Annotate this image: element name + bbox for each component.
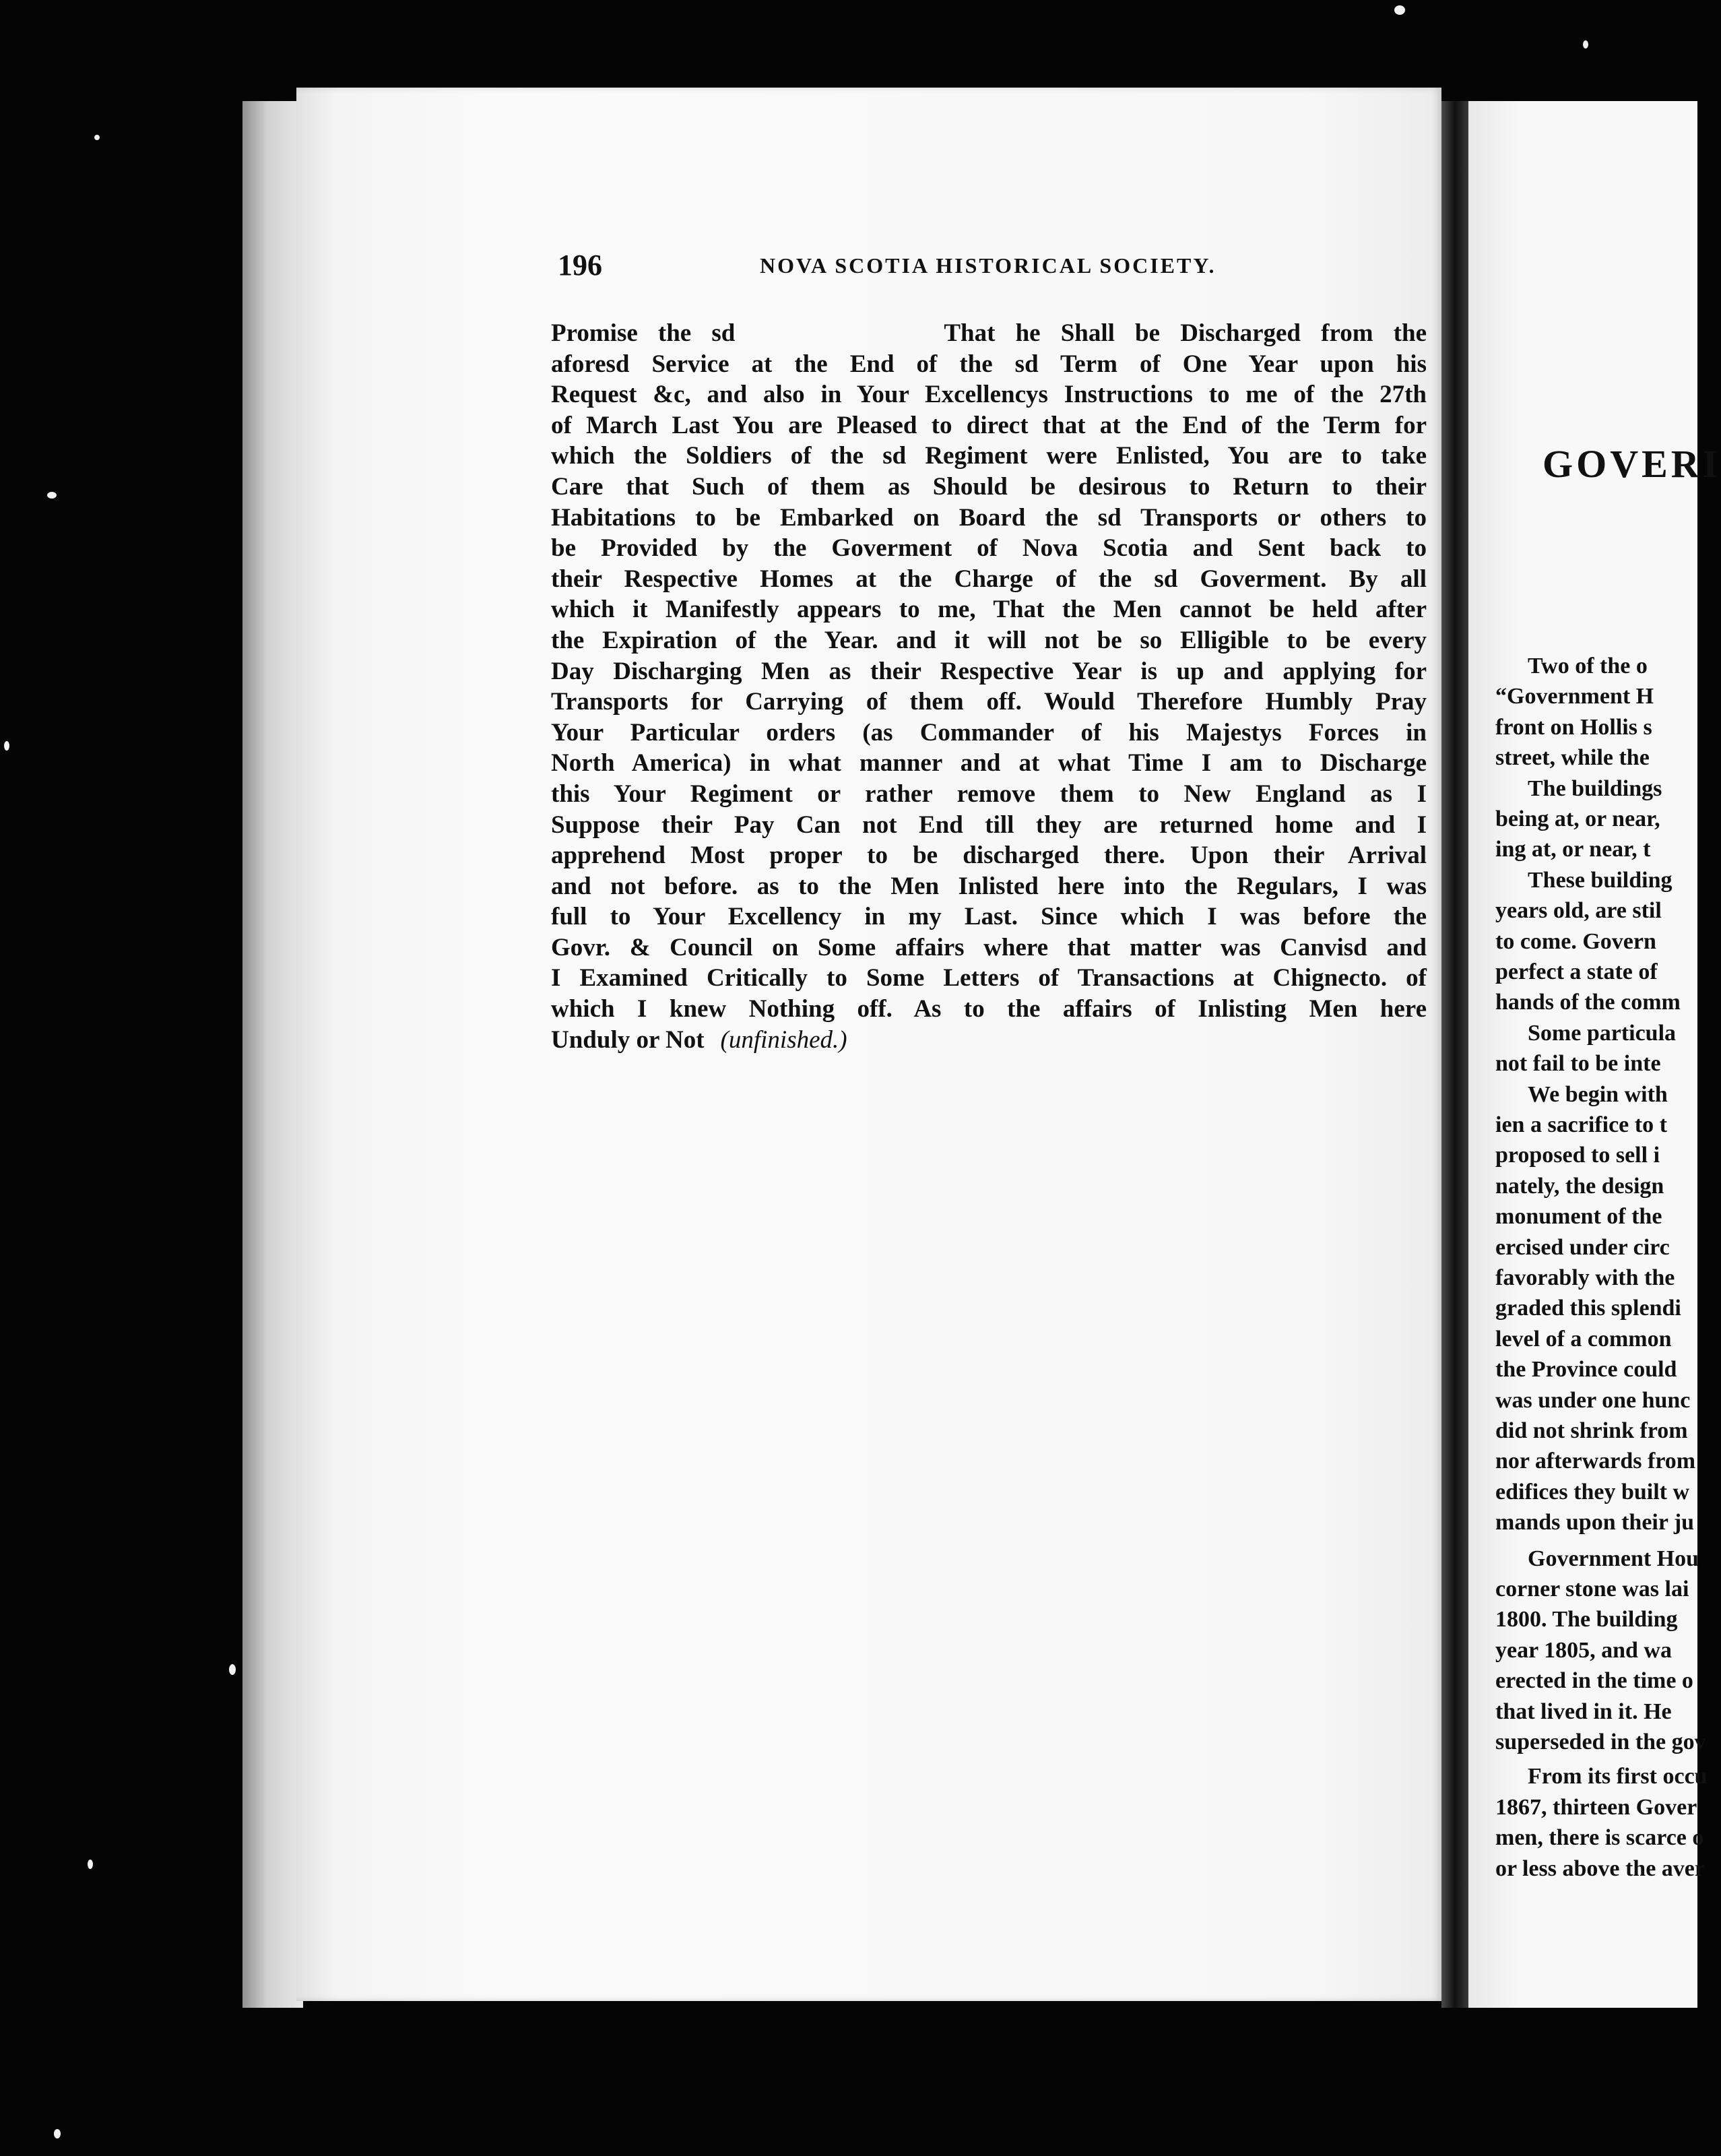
body-line: aforesd Service at the End of the sd Term of One Year upon his: [551, 350, 1427, 378]
right-page-line: From its first occu: [1528, 1764, 1708, 1789]
body-line: Request &c, and also in Your Excellencys Instructions to me of the 27th: [551, 381, 1427, 409]
body-line: their Respective Homes at the Charge of the sd Goverment. By all: [551, 565, 1427, 593]
right-page-line: being at, or near,: [1495, 806, 1660, 831]
right-page-line: year 1805, and wa: [1495, 1637, 1672, 1663]
body-line: I Examined Critically to Some Letters of Transactions at Chignecto. of: [551, 964, 1427, 992]
right-page-line: ing at, or near, t: [1495, 837, 1651, 862]
right-page-line: that lived in it. He: [1495, 1699, 1672, 1724]
body-line: which I knew Nothing off. As to the affairs of Inlisting Men here: [551, 995, 1427, 1023]
body-line: and not before. as to the Men Inlisted here into the Regulars, I was: [551, 872, 1427, 900]
body-line: of March Last You are Pleased to direct that at the End of the Term for: [551, 411, 1427, 439]
right-page-line: was under one hunc: [1495, 1387, 1691, 1413]
right-page-line: nor afterwards from: [1495, 1449, 1696, 1474]
right-page-line: years old, are stil: [1495, 898, 1662, 924]
body-line: Day Discharging Men as their Respective Year is up and applying for: [551, 657, 1427, 685]
right-page-line: Two of the o: [1528, 654, 1648, 678]
right-page-line: proposed to sell i: [1495, 1143, 1660, 1168]
right-page-line: These building: [1528, 867, 1673, 893]
body-line: Transports for Carrying of them off. Would Therefore Humbly Pray: [551, 688, 1427, 716]
right-page-line: hands of the comm: [1495, 990, 1681, 1015]
body-line: Care that Such of them as Should be desirous to Return to their: [551, 472, 1427, 501]
body-line: Suppose their Pay Can not End till they are returned home and I: [551, 811, 1427, 839]
right-page-line: front on Hollis s: [1495, 714, 1652, 740]
right-page-line: “Government H: [1495, 684, 1654, 709]
body-line: Promise the sd That he Shall be Discharged from the: [551, 319, 1427, 347]
right-page-line: erected in the time o: [1495, 1668, 1693, 1694]
right-page-line: not fail to be inte: [1495, 1051, 1661, 1077]
unfinished-note: (unfinished.): [720, 1025, 847, 1054]
body-line: Govr. & Council on Some affairs where that matter was Canvisd and: [551, 933, 1427, 961]
right-page-line: did not shrink from: [1495, 1418, 1688, 1443]
right-page-line: ien a sacrifice to t: [1495, 1112, 1667, 1137]
body-line: Unduly or Not (unfinished.): [551, 1025, 847, 1054]
right-page-line: to come. Govern: [1495, 928, 1656, 954]
body-line: Habitations to be Embarked on Board the sd Transports or others to: [551, 503, 1427, 532]
right-page-line: or less above the aver: [1495, 1856, 1705, 1881]
right-page-line: mands upon their ju: [1495, 1510, 1695, 1535]
body-line: Your Particular orders (as Commander of his Majestys Forces in: [551, 718, 1427, 747]
page-number: 196: [558, 249, 602, 282]
right-page-line: 1800. The building: [1495, 1607, 1678, 1632]
body-line: which the Soldiers of the sd Regiment were Enlisted, You are to take: [551, 442, 1427, 470]
right-page-line: favorably with the: [1495, 1265, 1675, 1290]
right-page-line: the Province could: [1495, 1357, 1677, 1383]
right-page-title: GOVERI: [1543, 442, 1721, 486]
body-line: full to Your Excellency in my Last. Since which I was before the: [551, 903, 1427, 931]
right-page-line: The buildings: [1528, 775, 1662, 801]
book-gutter: [1441, 101, 1468, 2008]
right-page-line: edifices they built w: [1495, 1479, 1690, 1504]
right-page-line: monument of the: [1495, 1204, 1662, 1230]
body-line: this Your Regiment or rather remove them to New England as I: [551, 780, 1427, 808]
body-line: apprehend Most proper to be discharged there. Upon their Arrival: [551, 842, 1427, 870]
right-page-line: graded this splendi: [1495, 1296, 1681, 1321]
page-header: [558, 248, 1427, 286]
right-page-line: Some particula: [1528, 1020, 1677, 1046]
body-line: the Expiration of the Year. and it will not be so Elligible to be every: [551, 626, 1427, 654]
book-page-edges: [242, 101, 303, 2008]
right-page-line: street, while the: [1495, 745, 1650, 771]
right-page-line: level of a common: [1495, 1326, 1672, 1352]
body-line: be Provided by the Goverment of Nova Scotia and Sent back to: [551, 534, 1427, 563]
right-page-line: We begin with: [1528, 1081, 1668, 1107]
right-page: [1468, 101, 1721, 2008]
right-page-line: 1867, thirteen Gover: [1495, 1794, 1697, 1820]
right-page-line: ercised under circ: [1495, 1234, 1670, 1260]
letter-body: [551, 318, 1427, 1055]
right-page-line: corner stone was lai: [1495, 1577, 1689, 1602]
right-page-line: nately, the design: [1495, 1173, 1664, 1199]
right-page-line: perfect a state of: [1495, 959, 1658, 984]
right-page-line: Government Hou: [1528, 1546, 1699, 1571]
body-line: which it Manifestly appears to me, That the Men cannot be held after: [551, 596, 1427, 624]
body-line: North America) in what manner and at what Time I am to Discharge: [551, 749, 1427, 778]
right-page-line: superseded in the gov: [1495, 1730, 1706, 1754]
running-head: NOVA SCOTIA HISTORICAL SOCIETY.: [760, 253, 1216, 278]
right-page-line: men, there is scarce o: [1495, 1825, 1704, 1851]
